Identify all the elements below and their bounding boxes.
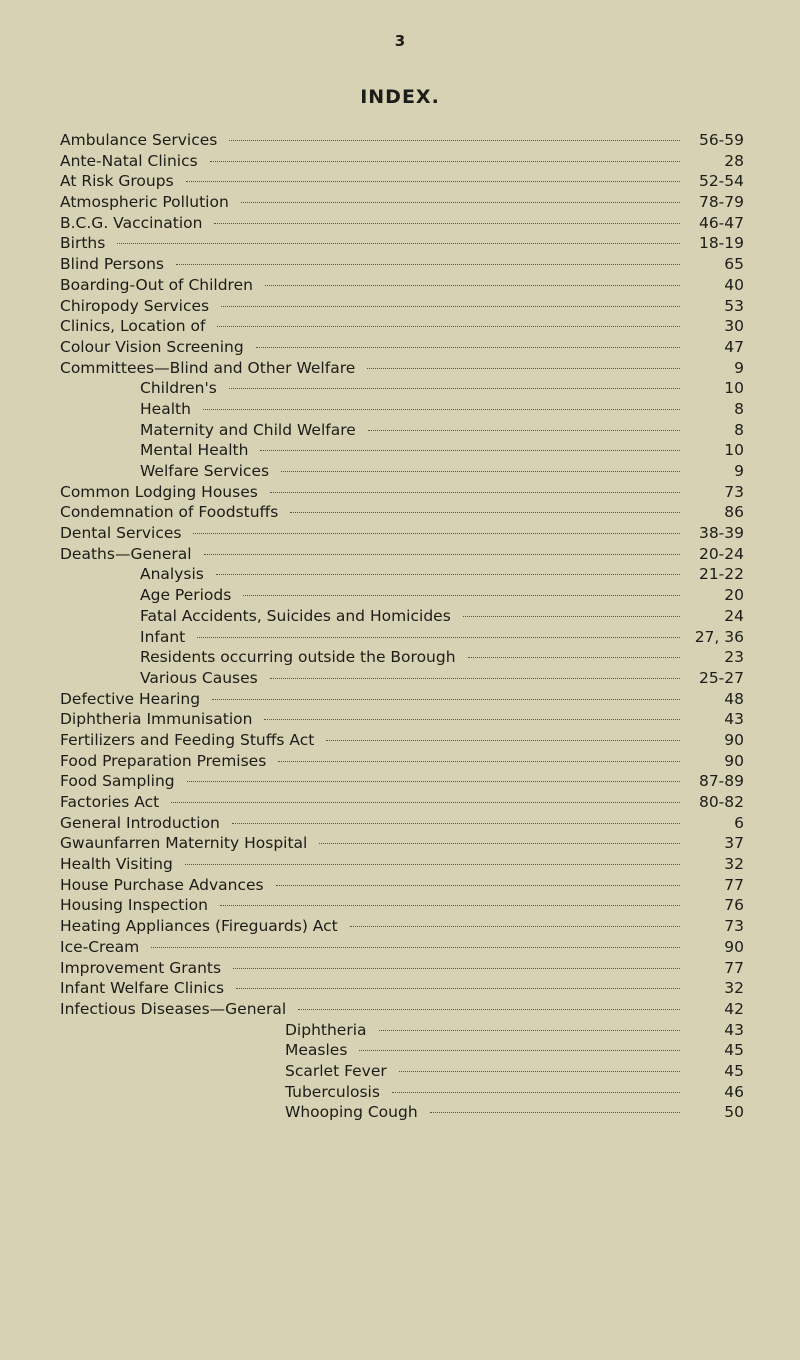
entry-page: 77 bbox=[724, 875, 744, 894]
entry-page: 10 bbox=[724, 379, 744, 398]
index-entry bbox=[60, 627, 744, 648]
entry-label: Food Sampling bbox=[60, 772, 175, 791]
entry-page: 6 bbox=[734, 813, 744, 832]
index-entry bbox=[60, 254, 744, 275]
entry-page: 43 bbox=[724, 710, 744, 729]
index-entry bbox=[60, 461, 744, 482]
entry-label: Maternity and Child Welfare bbox=[140, 420, 356, 439]
dot-leader bbox=[392, 1092, 680, 1093]
entry-page: 38-39 bbox=[698, 524, 744, 543]
entry-page: 56-59 bbox=[698, 131, 744, 149]
entry-label: Heating Appliances (Fireguards) Act bbox=[60, 917, 338, 936]
dot-leader bbox=[399, 1071, 680, 1072]
index-entry bbox=[60, 337, 744, 358]
entry-label: Infant bbox=[140, 627, 186, 646]
entry-page: 80-82 bbox=[698, 793, 744, 811]
dot-leader bbox=[270, 492, 680, 493]
index-entry bbox=[60, 275, 744, 296]
dot-leader bbox=[290, 512, 680, 513]
entry-label: Boarding-Out of Children bbox=[60, 275, 253, 294]
dot-leader bbox=[367, 368, 680, 369]
entry-label: General Introduction bbox=[60, 813, 220, 832]
dot-leader bbox=[298, 1009, 680, 1010]
entry-label: Blind Persons bbox=[60, 255, 164, 274]
dot-leader bbox=[276, 885, 680, 886]
entry-label: House Purchase Advances bbox=[60, 875, 264, 894]
dot-leader bbox=[241, 202, 680, 203]
entry-label: Defective Hearing bbox=[60, 689, 201, 708]
index-entry bbox=[60, 420, 744, 441]
entry-page: 78-79 bbox=[698, 193, 744, 212]
entry-page: 27, 36 bbox=[694, 627, 744, 646]
index-entry bbox=[60, 564, 744, 585]
index-entry bbox=[60, 978, 744, 999]
entry-page: 32 bbox=[724, 979, 744, 998]
index-entry bbox=[60, 668, 744, 689]
entry-label: Ice-Cream bbox=[60, 937, 140, 956]
dot-leader bbox=[430, 1112, 680, 1113]
entry-label: Various Causes bbox=[140, 668, 258, 687]
dot-leader bbox=[117, 243, 680, 244]
dot-leader bbox=[185, 864, 680, 865]
entry-page: 50 bbox=[724, 1103, 744, 1122]
index-entry bbox=[60, 171, 744, 192]
entry-page: 9 bbox=[734, 462, 744, 480]
entry-page: 18-19 bbox=[698, 234, 744, 253]
entry-page: 23 bbox=[724, 648, 744, 667]
entry-page: 45 bbox=[724, 1061, 744, 1080]
index-entry bbox=[60, 151, 744, 172]
dot-leader bbox=[220, 905, 680, 906]
entry-label: Infant Welfare Clinics bbox=[60, 979, 225, 998]
entry-label: B.C.G. Vaccination bbox=[60, 213, 203, 232]
index-entry bbox=[60, 378, 744, 399]
entry-page: 42 bbox=[724, 999, 744, 1018]
index-entry bbox=[60, 916, 744, 937]
dot-leader bbox=[229, 140, 680, 141]
index-entry bbox=[60, 1082, 744, 1103]
entry-label: Tuberculosis bbox=[285, 1082, 380, 1101]
entry-label: Fertilizers and Feeding Stuffs Act bbox=[60, 730, 315, 749]
index-entry bbox=[60, 958, 744, 979]
index-entry bbox=[60, 1020, 744, 1041]
dot-leader bbox=[379, 1030, 680, 1031]
dot-leader bbox=[265, 285, 680, 286]
dot-leader bbox=[210, 161, 680, 162]
entry-label: Health bbox=[140, 399, 191, 418]
index-entry bbox=[60, 482, 744, 503]
dot-leader bbox=[214, 223, 680, 224]
index-entry bbox=[60, 1102, 744, 1123]
entry-page: 76 bbox=[724, 896, 744, 915]
entry-page: 65 bbox=[724, 255, 744, 274]
entry-page: 25-27 bbox=[698, 668, 744, 687]
entry-page: 10 bbox=[724, 441, 744, 460]
index-entry bbox=[60, 606, 744, 627]
entry-label: Chiropody Services bbox=[60, 296, 210, 315]
entry-page: 40 bbox=[724, 275, 744, 294]
index-entry bbox=[60, 854, 744, 875]
entry-page: 73 bbox=[724, 482, 744, 501]
entry-page: 77 bbox=[724, 958, 744, 977]
index-entry bbox=[60, 813, 744, 834]
entry-page: 30 bbox=[724, 317, 744, 336]
dot-leader bbox=[171, 802, 680, 803]
index-entry bbox=[60, 1061, 744, 1082]
entry-label: Deaths—General bbox=[60, 544, 192, 563]
index-entry bbox=[60, 296, 744, 317]
dot-leader bbox=[243, 595, 680, 596]
dot-leader bbox=[217, 326, 680, 327]
index-entry bbox=[60, 233, 744, 254]
index-entry bbox=[60, 130, 744, 151]
entry-page: 9 bbox=[734, 358, 744, 377]
entry-page: 47 bbox=[724, 337, 744, 356]
entry-label: Age Periods bbox=[140, 586, 232, 605]
entry-label: Ante-Natal Clinics bbox=[60, 151, 198, 170]
entry-label: Atmospheric Pollution bbox=[60, 193, 229, 212]
index-entry bbox=[60, 709, 744, 730]
dot-leader bbox=[176, 264, 680, 265]
entry-page: 32 bbox=[724, 855, 744, 874]
entry-label: Housing Inspection bbox=[60, 896, 208, 915]
dot-leader bbox=[186, 181, 680, 182]
entry-label: Scarlet Fever bbox=[285, 1061, 387, 1080]
entry-page: 20-24 bbox=[698, 544, 744, 563]
entry-label: Dental Services bbox=[60, 524, 182, 543]
entry-page: 90 bbox=[724, 730, 744, 749]
index-entry bbox=[60, 585, 744, 606]
entry-page: 8 bbox=[734, 399, 744, 418]
entry-page: 46 bbox=[724, 1082, 744, 1101]
index-entry bbox=[60, 399, 744, 420]
dot-leader bbox=[151, 947, 680, 948]
index-entry bbox=[60, 647, 744, 668]
dot-leader bbox=[350, 926, 680, 927]
entry-page: 45 bbox=[724, 1041, 744, 1060]
entry-label: Common Lodging Houses bbox=[60, 482, 258, 501]
dot-leader bbox=[281, 471, 680, 472]
entry-page: 46-47 bbox=[698, 213, 744, 232]
index-entry bbox=[60, 875, 744, 896]
dot-leader bbox=[232, 823, 680, 824]
dot-leader bbox=[203, 409, 680, 410]
entry-label: Residents occurring outside the Borough bbox=[140, 648, 456, 667]
entry-label: Committees—Blind and Other Welfare bbox=[60, 358, 356, 377]
entry-page: 21-22 bbox=[698, 565, 744, 584]
dot-leader bbox=[260, 450, 680, 451]
dot-leader bbox=[229, 388, 680, 389]
entry-label: Ambulance Services bbox=[60, 131, 218, 149]
index-entry bbox=[60, 1040, 744, 1061]
entry-label: Improvement Grants bbox=[60, 958, 222, 977]
entry-label: Factories Act bbox=[60, 793, 160, 811]
index-entry bbox=[60, 316, 744, 337]
index-entry bbox=[60, 771, 744, 792]
entry-page: 43 bbox=[724, 1020, 744, 1039]
dot-leader bbox=[270, 678, 680, 679]
dot-leader bbox=[264, 719, 680, 720]
dot-leader bbox=[319, 843, 680, 844]
index-entry bbox=[60, 730, 744, 751]
entry-page: 52-54 bbox=[698, 172, 744, 191]
dot-leader bbox=[463, 616, 680, 617]
entry-label: Mental Health bbox=[140, 441, 249, 460]
index-entry bbox=[60, 358, 744, 379]
index-entry bbox=[60, 792, 744, 813]
entry-page: 48 bbox=[724, 689, 744, 708]
dot-leader bbox=[359, 1050, 680, 1051]
entry-label: Children's bbox=[140, 379, 217, 398]
index-entry bbox=[60, 999, 744, 1020]
entry-label: Diphtheria bbox=[285, 1020, 367, 1039]
index-entry bbox=[60, 689, 744, 710]
entry-label: Diphtheria Immunisation bbox=[60, 710, 253, 729]
entry-label: Colour Vision Screening bbox=[60, 337, 244, 356]
entry-page: 87-89 bbox=[698, 772, 744, 791]
entry-label: Fatal Accidents, Suicides and Homicides bbox=[140, 606, 451, 625]
dot-leader bbox=[468, 657, 680, 658]
dot-leader bbox=[256, 347, 680, 348]
dot-leader bbox=[236, 988, 680, 989]
dot-leader bbox=[187, 781, 680, 782]
dot-leader bbox=[233, 968, 680, 969]
entry-label: Health Visiting bbox=[60, 855, 173, 874]
entry-page: 37 bbox=[724, 834, 744, 853]
index-entry bbox=[60, 192, 744, 213]
entry-label: Clinics, Location of bbox=[60, 317, 206, 336]
entry-page: 24 bbox=[724, 606, 744, 625]
index-entry bbox=[60, 895, 744, 916]
entry-label: Measles bbox=[285, 1041, 348, 1060]
entry-label: Analysis bbox=[140, 565, 204, 584]
entry-page: 90 bbox=[724, 937, 744, 956]
dot-leader bbox=[278, 761, 680, 762]
index-entry bbox=[60, 751, 744, 772]
index-entry bbox=[60, 440, 744, 461]
index-entry bbox=[60, 937, 744, 958]
index-entry bbox=[60, 213, 744, 234]
entry-page: 90 bbox=[724, 751, 744, 770]
entry-page: 8 bbox=[734, 420, 744, 439]
index-title: INDEX. bbox=[360, 86, 440, 108]
index-entry bbox=[60, 544, 744, 565]
entry-label: Infectious Diseases—General bbox=[60, 999, 287, 1018]
entry-label: Births bbox=[60, 234, 106, 253]
dot-leader bbox=[212, 699, 680, 700]
entry-label: At Risk Groups bbox=[60, 172, 174, 191]
entry-label: Condemnation of Foodstuffs bbox=[60, 503, 279, 522]
dot-leader bbox=[204, 554, 680, 555]
index-list bbox=[60, 130, 744, 1123]
index-entry bbox=[60, 523, 744, 544]
dot-leader bbox=[216, 574, 680, 575]
dot-leader bbox=[193, 533, 680, 534]
dot-leader bbox=[197, 637, 680, 638]
entry-label: Gwaunfarren Maternity Hospital bbox=[60, 834, 308, 853]
dot-leader bbox=[368, 430, 680, 431]
index-entry bbox=[60, 833, 744, 854]
entry-page: 28 bbox=[724, 151, 744, 170]
dot-leader bbox=[326, 740, 680, 741]
entry-page: 86 bbox=[724, 503, 744, 522]
entry-page: 53 bbox=[724, 296, 744, 315]
entry-label: Welfare Services bbox=[140, 462, 270, 480]
page-number: 3 bbox=[394, 32, 406, 50]
index-entry bbox=[60, 502, 744, 523]
entry-page: 20 bbox=[724, 586, 744, 605]
entry-label: Food Preparation Premises bbox=[60, 751, 267, 770]
entry-page: 73 bbox=[724, 917, 744, 936]
dot-leader bbox=[221, 306, 680, 307]
entry-label: Whooping Cough bbox=[285, 1103, 418, 1122]
